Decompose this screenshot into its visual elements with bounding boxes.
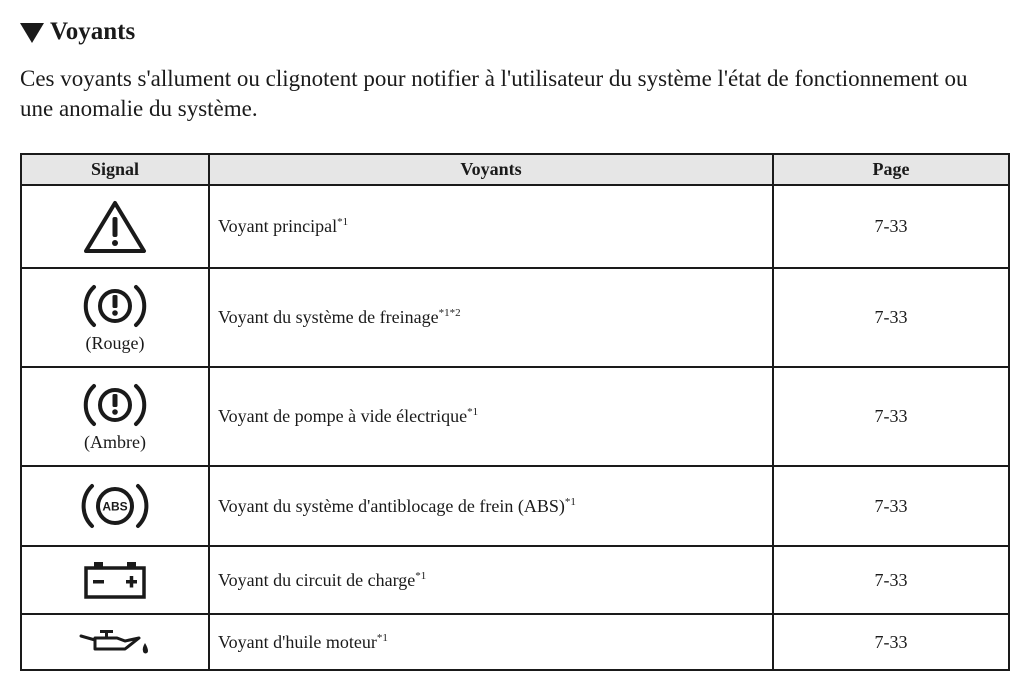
warning-lights-table [20,153,1010,671]
light-name: Voyant du système de freinage [218,307,439,327]
page-ref: 7-33 [773,367,1009,466]
table-row [21,367,1009,466]
signal-cell [21,546,209,614]
header-signal: Signal [21,154,209,185]
footnote-ref: *1 [564,495,576,508]
page-ref: 7-33 [773,546,1009,614]
light-name: Voyant d'huile moteur [218,631,377,652]
page-ref: 7-33 [773,614,1009,670]
light-name-cell [209,614,773,670]
page-ref: 7-33 [773,466,1009,546]
footnote-ref: *1 [337,216,349,228]
light-name: Voyant du circuit de charge [218,569,416,590]
abs-icon [79,480,151,532]
master-warning-icon [82,199,148,255]
footnote-ref: *1 [376,631,388,644]
footnote-ref: *1 [415,569,427,582]
light-name-cell [209,466,773,546]
light-name-cell [209,185,773,268]
intro-paragraph: Ces voyants s'allument ou clignotent pour notifier à l'utilisateur du système l'état de fonctionnement ou une anomalie du système. [20,66,968,121]
table-row [21,268,1009,367]
table-row [21,466,1009,546]
light-name-cell [209,268,773,367]
page-ref: 7-33 [773,185,1009,268]
light-name: Voyant du système d'antiblocage de frein (ABS) [218,495,565,516]
table-row [21,546,1009,614]
footnote-ref: *1 [467,406,479,418]
vacuum-pump-icon [80,380,150,430]
table-header-row [21,154,1009,185]
header-page: Page [773,154,1009,185]
color-note: (Ambre) [84,432,146,452]
light-name-cell [209,546,773,614]
page-ref: 7-33 [773,268,1009,367]
signal-cell [21,466,209,546]
light-name: Voyant de pompe à vide électrique [218,406,468,426]
brake-system-icon [80,281,150,331]
section-heading [20,18,135,46]
oil-can-icon [77,627,153,657]
section-title: Voyants [50,18,136,45]
abs-icon-text: ABS [102,499,128,514]
signal-cell [21,367,209,466]
signal-cell [21,268,209,367]
battery-icon [82,559,148,601]
color-note: (Rouge) [85,333,145,353]
light-name: Voyant principal [218,216,338,236]
header-voyants: Voyants [209,154,773,185]
light-name-cell [209,367,773,466]
footnote-ref: *1*2 [438,307,461,319]
table-row [21,614,1009,670]
signal-cell [21,185,209,268]
signal-cell [21,614,209,670]
table-row [21,185,1009,268]
triangle-down-icon [20,23,44,43]
